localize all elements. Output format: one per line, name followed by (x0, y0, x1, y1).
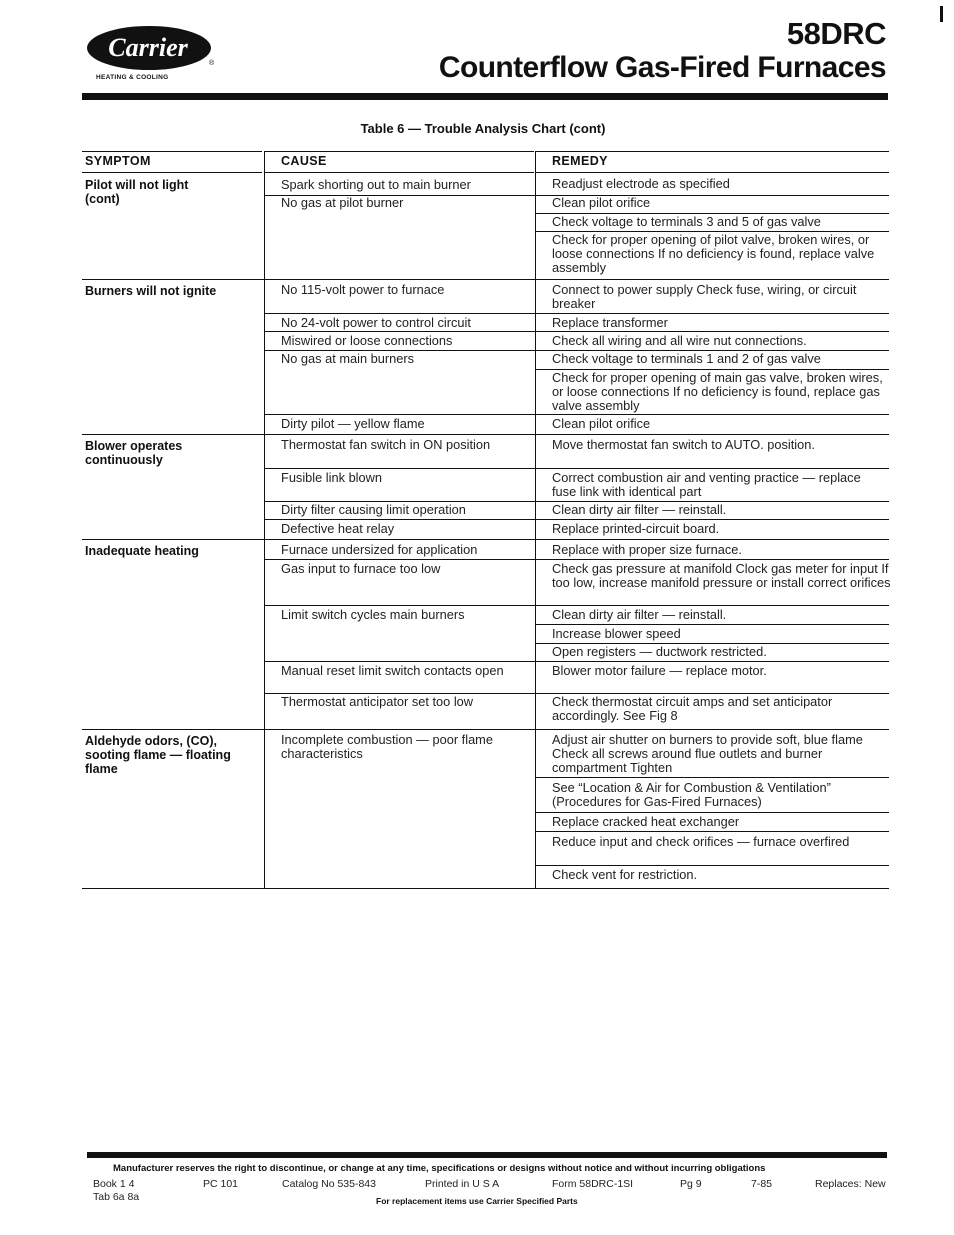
row-rule (264, 468, 889, 469)
cause-cell: No 115-volt power to furnace (281, 282, 445, 297)
row-rule (264, 661, 889, 662)
cause-cell: Incomplete combustion — poor flame characteristics (281, 732, 493, 761)
cause-cell: Thermostat fan switch in ON position (281, 437, 491, 452)
row-rule (535, 831, 889, 832)
group-rule (82, 434, 889, 435)
symptom-aldehyde-odors: Aldehyde odors, (CO), sooting flame — floating flame (85, 734, 231, 776)
remedy-cell: Check thermostat circuit amps and set anticipator accordingly. See Fig 8 (552, 694, 833, 723)
remedy-cell: See “Location & Air for Combustion & Ventilation” (Procedures for Gas-Fired Furnaces) (552, 780, 831, 809)
model-number: 58DRC (786, 16, 886, 51)
column-divider-cause (264, 151, 265, 889)
cause-cell: Manual reset limit switch contacts open (281, 663, 504, 678)
header-bottom-rule (82, 172, 262, 173)
cause-cell: No gas at main burners (281, 351, 415, 366)
header-bottom-rule (264, 172, 534, 173)
row-rule (535, 865, 889, 866)
remedy-cell: Replace transformer (552, 315, 668, 330)
cause-cell: Furnace undersized for application (281, 542, 478, 557)
remedy-cell: Replace printed-circuit board. (552, 521, 720, 536)
remedy-cell: Replace cracked heat exchanger (552, 814, 740, 829)
group-rule (82, 729, 889, 730)
column-divider-remedy (535, 151, 536, 889)
remedy-cell: Check for proper opening of main gas valve, broken wires, or loose connections If no deficiency is found, replace gas valve assembly (552, 370, 883, 413)
remedy-cell: Reduce input and check orifices — furnace overfired (552, 834, 850, 849)
cause-cell: No 24-volt power to control circuit (281, 315, 471, 330)
remedy-cell: Increase blower speed (552, 626, 681, 641)
remedy-cell: Clean pilot orifice (552, 416, 651, 431)
remedy-cell: Clean dirty air filter — reinstall. (552, 502, 727, 517)
footer-pc: PC 101 (203, 1178, 239, 1190)
table-bottom-rule (82, 888, 889, 889)
group-rule (82, 279, 889, 280)
symptom-burners-will-not-ignite: Burners will not ignite (85, 284, 217, 298)
brand-logotype: Carrier (108, 33, 188, 62)
cause-cell: No gas at pilot burner (281, 195, 404, 210)
row-rule (535, 812, 889, 813)
margin-mark (940, 6, 943, 22)
registered-mark: ® (209, 60, 215, 67)
header-cause: CAUSE (281, 154, 327, 168)
remedy-cell: Correct combustion air and venting practice — replace fuse link with identical part (552, 470, 861, 499)
cause-cell: Spark shorting out to main burner (281, 177, 471, 192)
row-rule (535, 624, 889, 625)
remedy-cell: Blower motor failure — replace motor. (552, 663, 767, 678)
remedy-cell: Open registers — ductwork restricted. (552, 644, 767, 659)
remedy-cell: Check voltage to terminals 3 and 5 of gas valve (552, 214, 821, 229)
symptom-inadequate-heating: Inadequate heating (85, 544, 199, 558)
remedy-cell: Clean pilot orifice (552, 195, 651, 210)
row-rule (264, 414, 889, 415)
header-bottom-rule (535, 172, 889, 173)
footer-book: Book 1 4 (93, 1178, 135, 1190)
cause-cell: Defective heat relay (281, 521, 395, 536)
cause-cell: Dirty pilot — yellow flame (281, 416, 425, 431)
header-rule-remedy (535, 151, 889, 152)
cause-cell: Miswired or loose connections (281, 333, 453, 348)
remedy-cell: Check all wiring and all wire nut connections. (552, 333, 807, 348)
document-title: Counterflow Gas-Fired Furnaces (438, 51, 886, 84)
footer-notice: Manufacturer reserves the right to discontinue, or change at any time, specifications or designs without notice and without incurring obligations (113, 1163, 766, 1174)
cause-cell: Gas input to furnace too low (281, 561, 441, 576)
row-rule (264, 605, 889, 606)
footer-tab: Tab 6a 8a (93, 1191, 140, 1203)
remedy-cell: Check voltage to terminals 1 and 2 of gas valve (552, 351, 821, 366)
brand-subtitle: HEATING & COOLING (96, 74, 169, 81)
footer-replaces: Replaces: New (815, 1178, 886, 1190)
group-rule (82, 539, 889, 540)
remedy-cell: Check for proper opening of pilot valve, broken wires, or loose connections If no deficiency is found, replace valve assembly (552, 232, 875, 275)
header-rule (82, 93, 888, 100)
row-rule (264, 331, 889, 332)
remedy-cell: Move thermostat fan switch to AUTO. position. (552, 437, 815, 452)
footer-printed: Printed in U S A (425, 1178, 500, 1190)
footer-form: Form 58DRC-1SI (552, 1178, 634, 1190)
header-rule-cause (264, 151, 534, 152)
symptom-pilot-will-not-light: Pilot will not light (cont) (85, 178, 189, 206)
footer-date: 7-85 (751, 1178, 773, 1190)
footer-rule (87, 1152, 887, 1158)
cause-cell: Dirty filter causing limit operation (281, 502, 466, 517)
header-remedy: REMEDY (552, 154, 608, 168)
header-symptom: SYMPTOM (85, 154, 151, 168)
remedy-cell: Replace with proper size furnace. (552, 542, 742, 557)
header-rule-symptom (82, 151, 262, 152)
footer-parts-note: For replacement items use Carrier Specified Parts (376, 1196, 578, 1206)
row-rule (264, 559, 889, 560)
cause-cell: Fusible link blown (281, 470, 383, 485)
row-rule (535, 777, 889, 778)
row-rule (264, 313, 889, 314)
remedy-cell: Clean dirty air filter — reinstall. (552, 607, 727, 622)
footer-catalog: Catalog No 535-843 (282, 1178, 376, 1190)
remedy-cell: Check gas pressure at manifold Clock gas meter for input If too low, increase manifold pressure or install correct orifices (552, 561, 891, 590)
cause-cell: Thermostat anticipator set too low (281, 694, 474, 709)
cause-cell: Limit switch cycles main burners (281, 607, 465, 622)
remedy-cell: Connect to power supply Check fuse, wiring, or circuit breaker (552, 282, 857, 311)
remedy-cell: Adjust air shutter on burners to provide soft, blue flame Check all screws around flue outlets and burner compartment Tighten (552, 732, 863, 775)
row-rule (264, 519, 889, 520)
symptom-blower-operates-continuously: Blower operates continuously (85, 439, 183, 467)
footer-page: Pg 9 (680, 1178, 702, 1190)
remedy-cell: Readjust electrode as specified (552, 176, 730, 191)
table-title: Table 6 — Trouble Analysis Chart (cont) (360, 121, 606, 136)
remedy-cell: Check vent for restriction. (552, 867, 698, 882)
